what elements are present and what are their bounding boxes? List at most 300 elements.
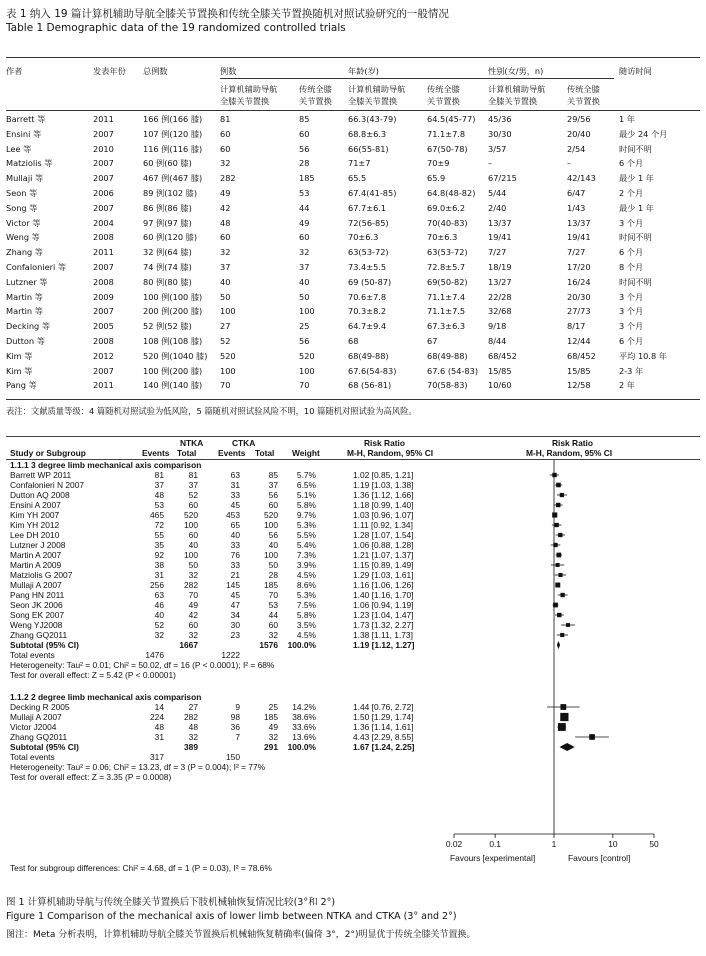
ctka-total: 49 (268, 722, 278, 732)
ntka-total: 49 (188, 600, 198, 610)
ntka-total: 42 (188, 610, 198, 620)
study-rr-ci: 1.06 [0.94, 1.19] (353, 600, 414, 610)
table-cell-n-nav: 520 (220, 350, 236, 361)
point-estimate-square (558, 573, 562, 577)
ntka-events: 31 (154, 732, 164, 742)
ntka-total: 60 (188, 620, 198, 630)
study-name: Seon JK 2006 (10, 600, 63, 610)
table-cell-age-trad: 63(53-72) (427, 247, 468, 258)
table-cell-year: 2006 (93, 188, 114, 198)
study-weight: 33.6% (292, 722, 316, 732)
table-cell-sex-trad: – (567, 158, 572, 169)
table-cell-age-trad: 70±9 (427, 158, 450, 169)
ntka-total: 40 (188, 540, 198, 550)
table-cell-sex-nav: 15/85 (488, 365, 512, 376)
table-cell-follow: 最少 1 年 (619, 173, 654, 184)
ctka-total: 60 (268, 620, 278, 630)
table-cell-total: 86 例(86 膝) (143, 202, 192, 213)
table-cell-author: Kim 等 (6, 365, 33, 376)
study-weight: 3.9% (296, 560, 316, 570)
ntka-events: 46 (154, 600, 164, 610)
study-name: Pang HN 2011 (10, 590, 65, 600)
table-cell-sex-trad: 6/47 (567, 188, 586, 198)
study-rr-ci: 1.11 [0.92, 1.34] (353, 520, 413, 530)
table-cell-sex-trad: 68/452 (567, 350, 596, 361)
point-estimate-square (560, 493, 564, 497)
table-cell-sex-nav: 22/28 (488, 291, 512, 302)
table-cell-sex-nav: 45/36 (488, 114, 512, 124)
forest-head-rr2: Risk Ratio (552, 438, 593, 448)
forest-head-ntka: NTKA (180, 438, 204, 448)
table-cell-age-trad: 71.1±7.8 (427, 128, 466, 139)
table-cell-total: 108 例(108 膝) (143, 336, 203, 346)
table-cell-age-nav: 72(56-85) (348, 217, 389, 228)
table-cell-sex-nav: 30/30 (488, 128, 512, 139)
table-cell-sex-trad: 17/20 (567, 262, 591, 272)
table-cell-age-nav: 63(53-72) (348, 247, 389, 258)
ctka-total: 56 (268, 490, 278, 500)
forest-head-study: Study or Subgroup (10, 448, 86, 458)
table-cell-n-nav: 50 (220, 291, 231, 302)
point-estimate-square (560, 633, 564, 637)
table-cell-total: 74 例(74 膝) (143, 262, 192, 272)
header-sex-nav2: 全膝关节置换 (488, 96, 538, 106)
table-cell-age-trad: 67 (427, 336, 438, 346)
table-cell-total: 60 例(60 膝) (143, 158, 192, 169)
study-weight: 4.5% (296, 630, 316, 640)
header-age-trad1: 传统全膝 (427, 84, 460, 94)
table-cell-author: Kim 等 (6, 350, 33, 361)
header-age: 年龄(岁) (348, 66, 379, 76)
ntka-total: 100 (184, 520, 198, 530)
table-cell-author: Confalonieri 等 (6, 262, 67, 272)
subtotal-weight: 100.0% (287, 742, 316, 752)
ntka-total: 100 (184, 550, 198, 560)
table-cell-age-nav: 68.8±6.3 (348, 128, 387, 139)
table-cell-age-trad: 70(58-83) (427, 380, 468, 391)
study-rr-ci: 1.40 [1.16, 1.70] (353, 590, 414, 600)
ctka-events: 23 (230, 630, 240, 640)
subgroup-title: 1.1.2 2 degree limb mechanical axis comparison (10, 692, 202, 702)
ctka-total: 37 (268, 480, 278, 490)
study-weight: 38.6% (292, 712, 316, 722)
table-cell-n-trad: 70 (299, 380, 310, 391)
forest-plot (6, 436, 700, 876)
ntka-events: 48 (154, 722, 164, 732)
study-name: Kim YH 2007 (10, 510, 60, 520)
header-age-trad2: 关节置换 (427, 96, 460, 106)
study-rr-ci: 1.23 [1.04, 1.47] (353, 610, 414, 620)
table-cell-year: 2010 (93, 143, 114, 154)
table-cell-sex-trad: 15/85 (567, 365, 591, 376)
ctka-events: 9 (235, 702, 240, 712)
table-cell-sex-trad: 12/44 (567, 336, 591, 346)
figure-caption-en: Figure 1 Comparison of the mechanical axis of lower limb between NTKA and CTKA (3° and 2°) (6, 911, 457, 922)
table-cell-n-nav: 32 (220, 247, 231, 258)
table-cell-total: 80 例(80 膝) (143, 276, 192, 287)
study-rr-ci: 1.18 [0.99, 1.40] (353, 500, 414, 510)
ntka-total: 32 (188, 732, 198, 742)
table-cell-n-nav: 100 (220, 306, 236, 317)
table-cell-follow: 最少 1 年 (619, 202, 654, 213)
ntka-total: 70 (188, 590, 198, 600)
point-estimate-square (558, 723, 566, 731)
table-cell-author: Song 等 (6, 202, 38, 213)
study-name: Dutton AQ 2008 (10, 490, 70, 500)
subtotal-ctka-total: 1576 (259, 640, 278, 650)
table-cell-age-trad: 67.3±6.3 (427, 321, 466, 332)
table-cell-author: Ensini 等 (6, 128, 42, 139)
table-cell-n-nav: 48 (220, 217, 231, 228)
study-name: Victor J2004 (10, 722, 57, 732)
ntka-events: 256 (150, 580, 164, 590)
table-cell-follow: 3 个月 (619, 217, 644, 228)
study-name: Zhang GQ2011 (10, 630, 68, 640)
ntka-events: 55 (154, 530, 164, 540)
ctka-total: 50 (268, 560, 278, 570)
study-rr-ci: 4.43 [2.29, 8.55] (353, 732, 414, 742)
table-cell-age-nav: 68 (56-81) (348, 380, 392, 391)
table-cell-total: 100 例(100 膝) (143, 291, 203, 302)
table-cell-total: 520 例(1040 膝) (143, 350, 208, 361)
subtotal-ntka-total: 389 (184, 742, 198, 752)
study-weight: 5.1% (296, 490, 316, 500)
ntka-events: 465 (150, 510, 164, 520)
table-cell-sex-trad: 1/43 (567, 202, 586, 213)
table-cell-author: Lee 等 (6, 143, 32, 154)
ctka-events: 36 (230, 722, 240, 732)
ntka-events: 92 (154, 550, 164, 560)
table-cell-n-nav: 81 (220, 114, 231, 124)
header-sex: 性别(女/男，n) (488, 66, 544, 76)
table-cell-n-trad: 56 (299, 143, 310, 154)
ntka-total: 520 (184, 510, 198, 520)
subtotal-diamond (557, 641, 560, 649)
table-cell-n-nav: 32 (220, 158, 231, 169)
study-weight: 13.6% (292, 732, 316, 742)
table-cell-n-trad: 53 (299, 188, 310, 198)
table-cell-n-trad: 28 (299, 158, 310, 169)
x-axis-tick-label: 1 (551, 839, 557, 849)
forest-head-events1: Events (142, 448, 170, 458)
table-cell-year: 2007 (93, 173, 114, 184)
study-weight: 5.8% (296, 610, 316, 620)
table-cell-author: Lutzner 等 (6, 276, 48, 287)
table-cell-year: 2007 (93, 128, 114, 139)
study-rr-ci: 1.02 [0.85, 1.21] (353, 470, 414, 480)
table-cell-n-nav: 40 (220, 276, 231, 287)
ntka-events: 40 (154, 610, 164, 620)
ntka-total: 32 (188, 630, 198, 640)
table-cell-sex-trad: 20/40 (567, 128, 591, 139)
forest-head-total2: Total (255, 448, 275, 458)
ntka-total: 282 (184, 712, 198, 722)
study-name: Decking R 2005 (10, 702, 70, 712)
study-rr-ci: 1.16 [1.06, 1.26] (353, 580, 414, 590)
subtotal-rr-ci: 1.19 [1.12, 1.27] (353, 640, 415, 650)
table-cell-n-nav: 60 (220, 232, 231, 243)
total-events-ctka: 1222 (221, 650, 240, 660)
point-estimate-square (556, 563, 560, 567)
table-cell-age-trad: 67.6 (54-83) (427, 365, 479, 376)
point-estimate-square (557, 553, 562, 558)
ctka-events: 76 (230, 550, 240, 560)
total-events-ctka: 150 (226, 752, 240, 762)
table-cell-n-nav: 37 (220, 262, 231, 272)
study-rr-ci: 1.06 [0.88, 1.28] (353, 540, 414, 550)
header-trad1: 传统全膝 (299, 84, 332, 94)
study-name: Martin A 2007 (10, 550, 62, 560)
table-cell-sex-nav: 5/44 (488, 188, 507, 198)
point-estimate-square (552, 473, 556, 477)
table-cell-sex-nav: 32/68 (488, 306, 512, 317)
table-cell-age-trad: 64.8(48-82) (427, 188, 476, 198)
table-cell-author: Zhang 等 (6, 247, 43, 258)
ctka-events: 45 (230, 500, 240, 510)
table-cell-n-trad: 32 (299, 247, 310, 258)
table-cell-total: 140 例(140 膝) (143, 380, 203, 391)
x-axis-tick-label: 50 (649, 839, 659, 849)
table-cell-sex-trad: 29/56 (567, 114, 591, 124)
point-estimate-square (553, 543, 557, 547)
forest-head-method2: M-H, Random, 95% CI (526, 448, 613, 458)
ctka-total: 56 (268, 530, 278, 540)
table-cell-author: Victor 等 (6, 217, 41, 228)
table-cell-follow: 平均 10.8 年 (619, 350, 667, 361)
ctka-events: 33 (230, 540, 240, 550)
table-caption-en: Table 1 Demographic data of the 19 randomized controlled trials (6, 22, 346, 34)
subtotal-diamond (559, 743, 574, 751)
table-cell-author: Mullaji 等 (6, 173, 44, 184)
favours-right: Favours [control] (568, 853, 631, 863)
table-cell-follow: 3 个月 (619, 321, 644, 332)
study-weight: 9.7% (296, 510, 316, 520)
table-cell-year: 2011 (93, 247, 114, 258)
ntka-events: 52 (154, 620, 164, 630)
ntka-events: 31 (154, 570, 164, 580)
table-cell-year: 2011 (93, 380, 114, 391)
ntka-events: 37 (154, 480, 164, 490)
subgroup-title: 1.1.1 3 degree limb mechanical axis comparison (10, 460, 202, 470)
table-cell-n-trad: 25 (299, 321, 310, 332)
favours-left: Favours [experimental] (450, 853, 536, 863)
table-cell-sex-trad: 7/27 (567, 247, 586, 258)
table-cell-follow: 1 年 (619, 114, 635, 124)
x-axis-tick-label: 0.02 (445, 839, 463, 849)
study-rr-ci: 1.29 [1.03, 1.61] (353, 570, 414, 580)
ctka-events: 145 (226, 580, 240, 590)
ctka-events: 65 (230, 520, 240, 530)
ntka-total: 48 (188, 722, 198, 732)
table-cell-year: 2012 (93, 350, 114, 361)
ntka-events: 63 (154, 590, 164, 600)
table-cell-sex-nav: 13/27 (488, 276, 512, 287)
study-name: Mullaji A 2007 (10, 712, 62, 722)
table-cell-author: Pang 等 (6, 380, 37, 391)
header-sex-nav1: 计算机辅助导航 (488, 84, 546, 94)
table-cell-age-nav: 64.7±9.4 (348, 321, 387, 332)
table-cell-follow: 最少 24 个月 (619, 128, 668, 139)
point-estimate-square (560, 704, 566, 710)
table-cell-author: Martin 等 (6, 291, 43, 302)
ntka-total: 282 (184, 580, 198, 590)
table-cell-n-trad: 85 (299, 114, 310, 124)
table-cell-n-nav: 49 (220, 188, 231, 198)
study-weight: 5.5% (296, 530, 316, 540)
ctka-total: 520 (264, 510, 278, 520)
table-cell-n-trad: 185 (299, 173, 315, 184)
point-estimate-square (556, 503, 560, 507)
table-cell-sex-nav: 67/215 (488, 173, 517, 184)
heterogeneity-stats: Heterogeneity: Tau² = 0.01; Chi² = 50.02, df = 16 (P < 0.0001); I² = 68% (10, 660, 275, 670)
study-name: Lee DH 2010 (10, 530, 60, 540)
table-cell-sex-nav: 9/18 (488, 321, 507, 332)
ntka-total: 81 (188, 470, 198, 480)
ctka-events: 31 (230, 480, 240, 490)
table-cell-year: 2008 (93, 232, 114, 243)
table-cell-sex-nav: 8/44 (488, 336, 507, 346)
table-cell-age-nav: 69 (50-87) (348, 276, 392, 287)
table-cell-author: Matziolis 等 (6, 158, 53, 169)
forest-head-ctka: CTKA (232, 438, 256, 448)
table-top-rule (6, 57, 700, 58)
study-name: Mullaji A 2007 (10, 580, 62, 590)
ctka-total: 185 (264, 580, 278, 590)
table-cell-n-nav: 52 (220, 336, 231, 346)
table-cell-age-trad: 70±6.3 (427, 232, 458, 243)
table-cell-sex-trad: 8/17 (567, 321, 586, 332)
header-nav1: 计算机辅助导航 (220, 84, 278, 94)
table-cell-age-nav: 67.6(54-83) (348, 365, 397, 376)
table-cell-age-trad: 70(40-83) (427, 217, 468, 228)
ntka-events: 224 (150, 712, 164, 722)
study-weight: 5.3% (296, 520, 316, 530)
ctka-total: 40 (268, 540, 278, 550)
table-cell-total: 60 例(120 膝) (143, 232, 198, 243)
table-cell-sex-nav: 68/452 (488, 350, 517, 361)
table-cell-n-trad: 40 (299, 276, 310, 287)
table-cell-sex-nav: 2/40 (488, 202, 507, 213)
study-name: Weng YJ2008 (10, 620, 63, 630)
ctka-total: 28 (268, 570, 278, 580)
ctka-events: 40 (230, 530, 240, 540)
total-events-label: Total events (10, 752, 55, 762)
point-estimate-square (552, 512, 557, 517)
study-rr-ci: 1.28 [1.07, 1.54] (353, 530, 414, 540)
forest-head-rr: Risk Ratio (364, 438, 405, 448)
table-cell-total: 107 例(120 膝) (143, 128, 203, 139)
table-cell-total: 32 例(64 膝) (143, 247, 192, 258)
point-estimate-square (557, 613, 561, 617)
header-year: 发表年份 (93, 66, 126, 76)
table-cell-follow: 时间不明 (619, 143, 652, 154)
ctka-events: 45 (230, 590, 240, 600)
table-cell-author: Dutton 等 (6, 336, 45, 346)
table-cell-sex-trad: 2/54 (567, 143, 586, 154)
table-cell-follow: 6 个月 (619, 158, 644, 169)
ntka-events: 72 (154, 520, 164, 530)
point-estimate-square (589, 734, 595, 740)
table-cell-n-nav: 42 (220, 202, 231, 213)
ctka-total: 25 (268, 702, 278, 712)
table-cell-n-trad: 49 (299, 217, 310, 228)
table-cell-year: 2007 (93, 365, 114, 376)
table-cell-sex-trad: 16/24 (567, 276, 591, 287)
header-age-nav2: 全膝关节置换 (348, 96, 398, 106)
table-cell-author: Weng 等 (6, 232, 40, 243)
study-weight: 7.5% (296, 600, 316, 610)
table-cell-n-trad: 100 (299, 365, 315, 376)
point-estimate-square (558, 533, 562, 537)
study-weight: 3.5% (296, 620, 316, 630)
table-cell-sex-nav: 18/19 (488, 262, 512, 272)
table-cell-total: 97 例(97 膝) (143, 217, 192, 228)
ctka-total: 44 (268, 610, 278, 620)
x-axis-tick-label: 0.1 (489, 839, 501, 849)
subtotal-ctka-total: 291 (264, 742, 278, 752)
total-events-ntka: 317 (150, 752, 164, 762)
table-cell-age-trad: 72.8±5.7 (427, 262, 466, 272)
table-cell-n-trad: 37 (299, 262, 310, 272)
table-cell-sex-trad: 13/37 (567, 217, 591, 228)
x-axis-tick-label: 10 (608, 839, 618, 849)
table-cell-follow: 时间不明 (619, 232, 652, 243)
table-cell-follow: 8 个月 (619, 262, 644, 272)
study-weight: 5.7% (296, 470, 316, 480)
total-events-ntka: 1476 (145, 650, 164, 660)
ctka-events: 33 (230, 560, 240, 570)
ntka-events: 38 (154, 560, 164, 570)
subtotal-label: Subtotal (95% CI) (10, 742, 79, 752)
header-sex-trad1: 传统全膝 (567, 84, 600, 94)
figure-caption-cn: 图 1 计算机辅助导航与传统全膝关节置换后下肢机械轴恢复情况比较(3°和 2°) (6, 897, 336, 908)
point-estimate-square (560, 713, 568, 721)
point-estimate-square (566, 623, 570, 627)
table-cell-total: 116 例(116 膝) (143, 143, 203, 154)
forest-graph (6, 436, 700, 876)
table-cell-n-trad: 60 (299, 128, 310, 139)
study-name: Matziolis G 2007 (10, 570, 73, 580)
heterogeneity-stats: Heterogeneity: Tau² = 0.06; Chi² = 13.23, df = 3 (P = 0.004); I² = 77% (10, 762, 266, 772)
ctka-total: 32 (268, 732, 278, 742)
study-rr-ci: 1.44 [0.76, 2.72] (353, 702, 414, 712)
table-note: 表注：文献质量等级：4 篇随机对照试验为低风险，5 篇随机对照试验风险不明，10 篇随机对照试验为高风险。 (6, 406, 417, 416)
subgroup-test: Test for subgroup differences: Chi² = 4.68, df = 1 (P = 0.03), I² = 78.6% (10, 863, 272, 873)
table-cell-sex-nav: 7/27 (488, 247, 507, 258)
ctka-total: 100 (264, 550, 278, 560)
ntka-total: 32 (188, 570, 198, 580)
table-cell-year: 2009 (93, 291, 114, 302)
table-cell-sex-nav: 3/57 (488, 143, 507, 154)
ctka-events: 21 (230, 570, 240, 580)
ctka-total: 60 (268, 500, 278, 510)
study-name: Song EK 2007 (10, 610, 65, 620)
study-name: Zhang GQ2011 (10, 732, 68, 742)
table-cell-follow: 时间不明 (619, 276, 652, 287)
table-cell-follow: 2 年 (619, 380, 635, 391)
study-weight: 14.2% (292, 702, 316, 712)
ctka-events: 30 (230, 620, 240, 630)
ctka-total: 70 (268, 590, 278, 600)
ctka-events: 98 (230, 712, 240, 722)
ntka-total: 37 (188, 480, 198, 490)
ntka-total: 50 (188, 560, 198, 570)
study-rr-ci: 1.38 [1.11, 1.73] (353, 630, 413, 640)
ctka-events: 7 (235, 732, 240, 742)
table-cell-total: 100 例(200 膝) (143, 365, 203, 376)
ntka-events: 35 (154, 540, 164, 550)
table-cell-n-trad: 100 (299, 306, 315, 317)
